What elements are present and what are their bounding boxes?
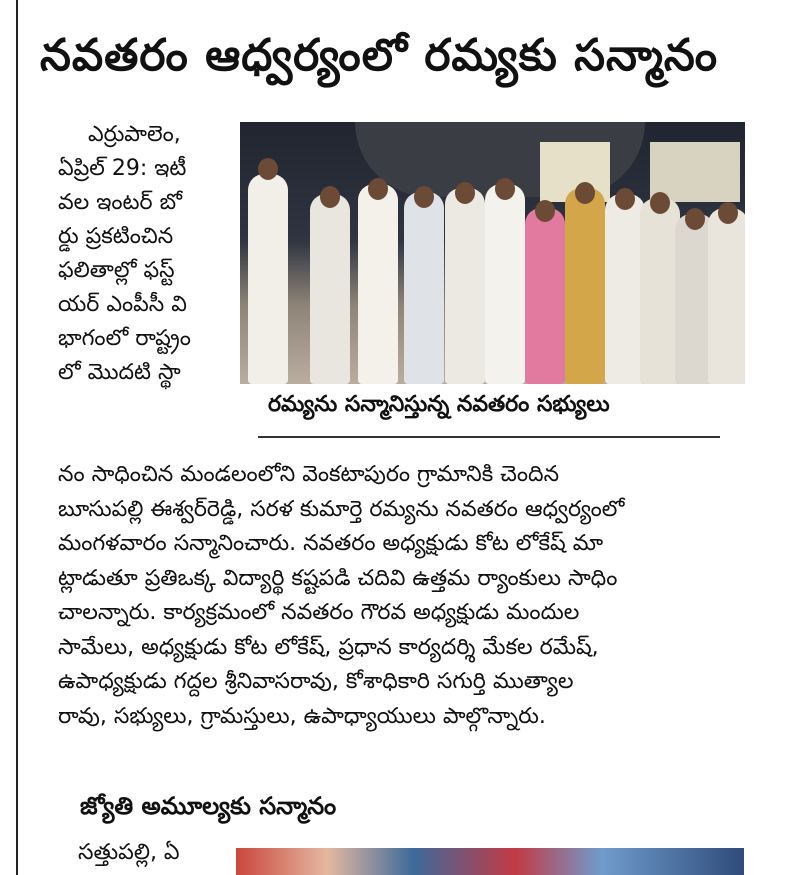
photo-person: [485, 184, 525, 384]
photo-person: [358, 184, 398, 384]
next-article-first-line: సత్తుపల్లి, ఏ: [78, 840, 180, 865]
article-lead-column: [58, 118, 230, 390]
article-headline: నవతరం ఆధ్వర్యంలో రమ్యకు సన్మానం: [40, 30, 719, 81]
photo-person-head: [535, 200, 555, 222]
photo-person-head: [320, 186, 340, 208]
photo-person-head: [414, 186, 434, 208]
body-line: ఉపాధ్యక్షుడు గద్దల శ్రీనివాసరావు, కోశాధికారి సగుర్తి ముత్యాల: [58, 669, 574, 694]
photo-person-head: [685, 208, 705, 230]
lead-line: ఏప్రిల్ 29: ఇటీ: [58, 156, 187, 181]
body-line: చాలన్నారు. కార్యక్రమంలో నవతరం గౌరవ అధ్యక్షుడు మందుల: [58, 600, 580, 625]
body-line: సామేలు, అధ్యక్షుడు కోట లోకేష్, ప్రధాన కార్యదర్శి మేకల రమేష్,: [58, 634, 599, 660]
photo-person: [445, 188, 485, 384]
photo-person: [708, 208, 745, 384]
body-line: ట్లాడుతూ ప్రతిఒక్క విద్యార్థి కష్టపడి చదివి ఉత్తమ ర్యాంకులు సాధిం: [58, 565, 618, 591]
next-article-headline: జ్యోతి అమూల్యకు సన్మానం: [80, 792, 337, 820]
lead-line: యర్ ఎంపీసీ వి: [58, 292, 187, 317]
photo-person-head: [650, 192, 670, 214]
caption-divider: [258, 436, 720, 438]
photo-person-head: [455, 182, 475, 204]
photo-person: [605, 194, 645, 384]
photo-person-head: [575, 182, 595, 204]
lead-line: వల ఇంటర్ బో: [58, 190, 182, 215]
article-body: [58, 458, 758, 734]
photo-person: [525, 208, 565, 384]
body-line: బూసుపల్లి ఈశ్వర్‌రెడ్డి, సరళ కుమార్తె రమ్యను నవతరం ఆధ్వర్యంలో: [58, 496, 625, 522]
body-line: రావు, సభ్యులు, గ్రామస్తులు, ఉపాధ్యాయులు పాల్గొన్నారు.: [58, 703, 546, 729]
photo-person: [640, 198, 680, 384]
next-article-photo: [236, 848, 744, 875]
photo-person-head: [718, 202, 738, 224]
photo-person-head: [368, 178, 388, 200]
photo-person: [404, 192, 444, 384]
lead-line: ఫలితాల్లో ఫస్ట్: [58, 258, 175, 283]
photo-person-head: [495, 178, 515, 200]
photo-person: [565, 188, 605, 384]
body-line: నం సాధించిన మండలంలోని వెంకటాపురం గ్రామానికి చెందిన: [58, 462, 560, 487]
lead-line: ఎర్రుపాలెం,: [88, 122, 181, 147]
lead-line: లో మొదటి స్థా: [58, 360, 181, 385]
photo-caption: రమ్యను సన్మానిస్తున్న నవతరం సభ్యులు: [268, 392, 610, 417]
body-line: మంగళవారం సన్మానించారు. నవతరం అధ్యక్షుడు కోట లోకేష్ మా: [58, 531, 604, 556]
photo-person-head: [615, 188, 635, 210]
photo-person: [248, 174, 288, 384]
photo-person: [310, 194, 350, 384]
photo-person-head: [258, 158, 278, 180]
column-divider: [16, 0, 18, 875]
lead-line: భాగంలో రాష్ట్రం: [58, 326, 191, 351]
lead-line: ర్డు ప్రకటించిన: [58, 224, 174, 249]
news-photo-group: [240, 122, 745, 384]
